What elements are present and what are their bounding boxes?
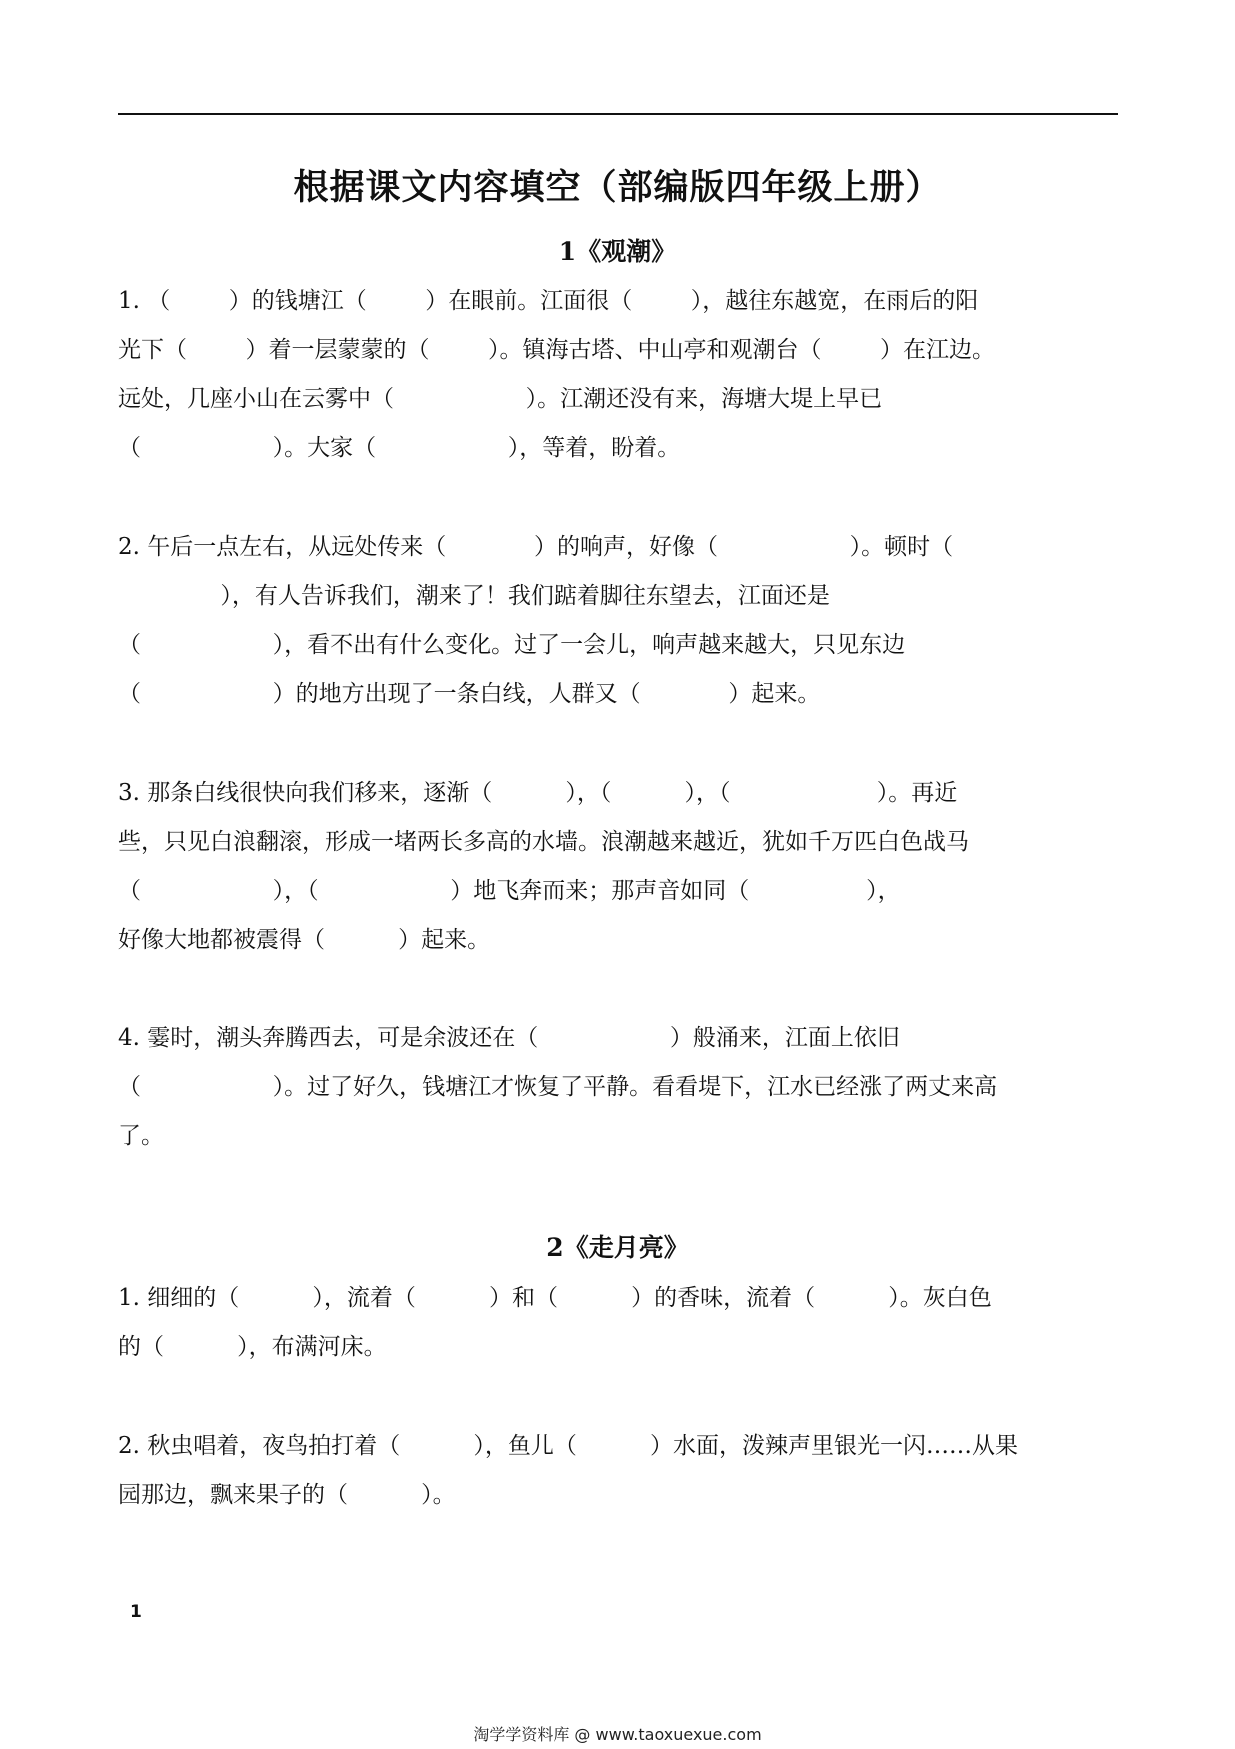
exercise-paragraph [118, 277, 1118, 473]
lesson-heading: 1《观潮》 [558, 237, 677, 266]
text-line: 远处，几座小山在云雾中（ ）。江潮还没有来，海塘大堤上早已 [118, 386, 883, 412]
text-line: ），有人告诉我们，潮来了！我们踮着脚往东望去，江面还是 [118, 583, 830, 609]
text-line: 1. （ ）的钱塘江（ ）在眼前。江面很（ ），越往东越宽，在雨后的阳 [118, 288, 979, 314]
text-line: 园那边，飘来果子的（ ）。 [118, 1482, 456, 1508]
header-rule [118, 113, 1118, 115]
text-line: 些，只见白浪翻滚，形成一堵两长多高的水墙。浪潮越来越近，犹如千万匹白色战马 [118, 829, 969, 855]
text-line: （ ），看不出有什么变化。过了一会儿，响声越来越大，只见东边 [118, 632, 906, 658]
exercise-paragraph [118, 1274, 1118, 1372]
text-line: 1. 细细的（ ），流着（ ）和（ ）的香味，流着（ ）。灰白色 [118, 1285, 992, 1311]
text-line: 光下（ ）着一层蒙蒙的（ ）。镇海古塔、中山亭和观潮台（ ）在江边。 [118, 337, 995, 363]
exercise-paragraph [118, 769, 1118, 965]
exercise-paragraph [118, 1014, 1118, 1161]
exercise-paragraph [118, 523, 1118, 719]
text-line: 的（ ），布满河床。 [118, 1334, 387, 1360]
text-line: （ ），（ ）地飞奔而来；那声音如同（ ）， [118, 878, 901, 904]
text-line: 2. 午后一点左右，从远处传来（ ）的响声，好像（ ）。顿时（ [118, 534, 954, 560]
page-title: 根据课文内容填空（部编版四年级上册） [293, 167, 942, 208]
text-line: （ ）。大家（ ），等着，盼着。 [118, 435, 681, 461]
text-line: 2. 秋虫唱着，夜鸟拍打着（ ），鱼儿（ ）水面，泼辣声里银光一闪……从果 [118, 1433, 1018, 1459]
page-number: 1 [130, 1602, 142, 1622]
lesson-heading: 2《走月亮》 [546, 1233, 689, 1262]
text-line: 了。 [118, 1123, 164, 1149]
text-line: 4. 霎时，潮头奔腾西去，可是余波还在（ ）般涌来，江面上依旧 [118, 1025, 900, 1051]
text-line: （ ）。过了好久，钱塘江才恢复了平静。看看堤下，江水已经涨了两丈来高 [118, 1074, 998, 1100]
text-line: 好像大地都被震得（ ）起来。 [118, 927, 491, 953]
exercise-paragraph [118, 1422, 1118, 1520]
footer-watermark: 淘学学资料库 @ www.taoxuexue.com [473, 1725, 762, 1744]
text-line: 3. 那条白线很快向我们移来，逐渐（ ），（ ），（ ）。再近 [118, 780, 958, 806]
text-line: （ ）的地方出现了一条白线，人群又（ ）起来。 [118, 681, 821, 707]
